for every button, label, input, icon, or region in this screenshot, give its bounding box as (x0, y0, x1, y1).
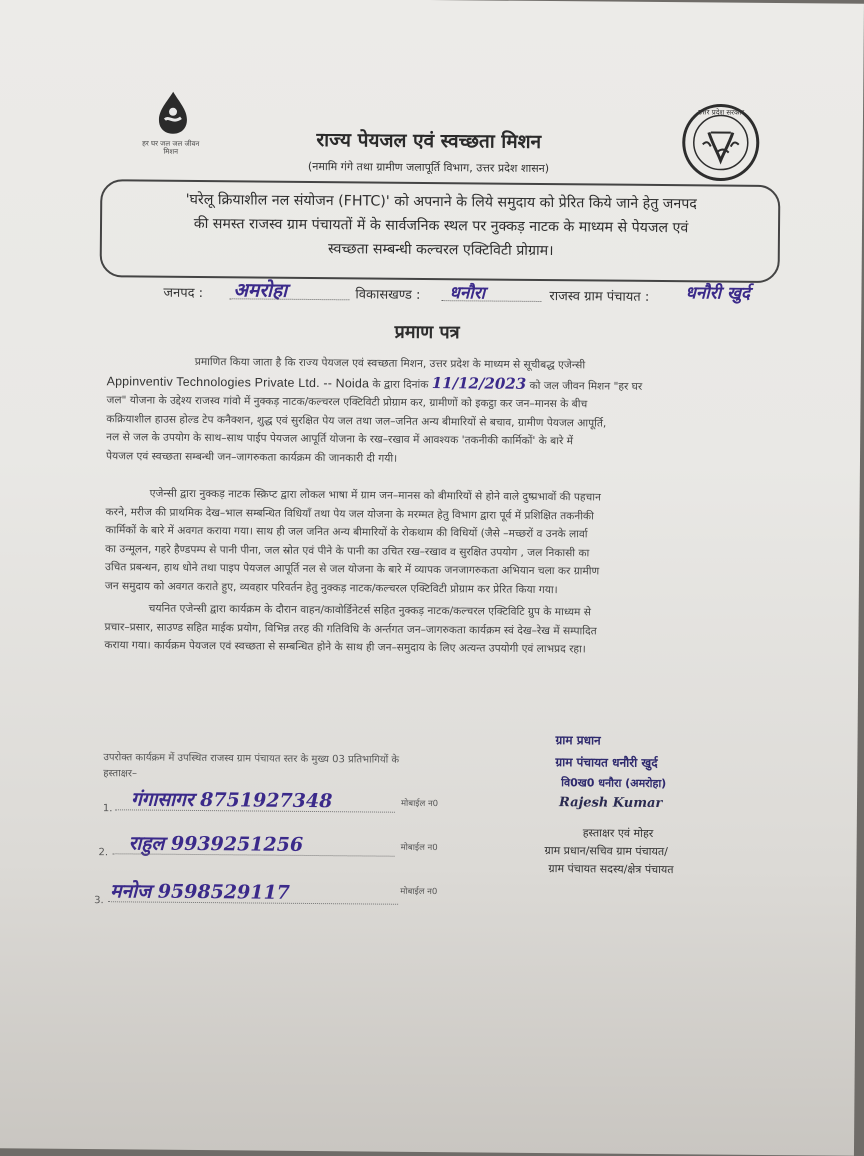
para1-line-5: नल से जल के उपयोग के साथ–साथ पाईप पेयजल आपूर्ति योजना के रख–रखाव में आवश्यक 'तकनीकी कार्मिकों' के बारे में (106, 431, 574, 448)
participants-intro-1: उपरोक्त कार्यक्रम में उपस्थित राजस्व ग्राम पंचायत स्तर के मुख्य 03 प्रतिभागियों के (103, 752, 400, 766)
program-description (126, 187, 757, 264)
district-label: जनपद : (163, 285, 204, 302)
participant-2-mobile-label: मोबाईल न0 (400, 842, 438, 854)
signatory-line-2: ग्राम प्रधान/सचिव ग्राम पंचायत/ (544, 844, 668, 859)
paragraph-3 (104, 599, 784, 661)
mission-subtitle: (नमामि गंगे तथा ग्रामीण जलापूर्ति विभाग, उत्तर प्रदेश शासन) (307, 159, 550, 176)
stamp-line-3: वि0ख0 धनौरा (अमरोहा) (561, 776, 667, 791)
para1-line-3: जल" योजना के उद्देश्य राजस्व गांवो में नुक्कड़ नाटक/कल्चरल एक्टिविटी प्रोग्राम कर, ग्रामीणों को इकट्ठा कर जन–मानस के बीच (106, 394, 588, 411)
program-date: 11/12/2023 (431, 373, 527, 393)
mission-title: राज्य पेयजल एवं स्वच्छता मिशन (316, 129, 542, 153)
left-logo-caption: हर घर जल जल जीवन मिशन (142, 139, 200, 156)
para1-line-4: कक्रियाशील हाउस होल्ड टेप कनैक्शन, शुद्ध एवं सुरक्षित पेय जल तथा जल–जनित अन्य बीमारियों से बचाव, ग्रामीण पेयजल आपूर्ति, (106, 412, 607, 430)
para2-line-3: कार्मिकों के बारे में अवगत कराया गया। साथ ही जल जनित अन्य बीमारियों के रोकथाम की विधियों (जैसे –मच्छरों व उनके लार्वा (105, 524, 588, 541)
paragraph-1 (106, 352, 787, 471)
para1-line-2-mid: के द्वारा दिनांक (372, 378, 429, 391)
para2-line-4: का उन्मूलन, गहरे हैण्डपम्प से पानी पीना, जल स्रोत एवं पीने के पानी का उचित रख–रखाव व सुरक्षित उपयोग , जल निकासी का (105, 542, 590, 560)
participant-1-entry: गंगासागर 8751927348 (130, 788, 333, 813)
para2-line-6: जन समुदाय को अवगत कराते हुए, व्यवहार परिवर्तन हेतु नुक्कड़ नाटक/कल्चरल एक्टिविटी प्रोग्राम कर प्रेरित किया गया। (104, 580, 558, 597)
paragraph-2 (105, 484, 786, 601)
para2-line-2: करने, मरीज की प्राथमिक देख–भाल सम्बन्धित विधियाँ तथा पेय जल योजना के मरम्मत हेतु विभाग द्वारा पूर्व में प्रशिक्षित तकनीकी (105, 505, 594, 523)
para1-line-2-end: को जल जीवन मिशन "हर घर (529, 379, 643, 393)
panchayat-value: धनौरी खुर्द (685, 283, 751, 304)
block-label: विकासखण्ड : (355, 287, 421, 303)
right-logo-caption: उत्तर प्रदेश सरकार (697, 108, 745, 117)
participant-2-entry: राहुल 9939251256 (128, 832, 304, 856)
signatory-line-1: हस्ताक्षर एवं मोहर (582, 826, 654, 840)
participants-intro-2: हस्ताक्षर– (103, 768, 138, 780)
program-line-3: स्वच्छता सम्बन्धी कल्चरल एक्टिविटी प्रोग्राम। (327, 241, 554, 260)
para2-line-5: उचित प्रबन्धन, हाथ धोने तथा पाइप पेयजल आपूर्ति नल से जल योजना के बारे में व्यापक जनजागरुकता अभियान चला कर ग्रामीण (104, 561, 600, 578)
para2-line-1: एजेन्सी द्वारा नुक्कड़ नाटक स्क्रिप्ट द्वारा लोकल भाषा में ग्राम जन–मानस को बीमारियों से होने वाले दुष्प्रभावों की पहचान (149, 487, 601, 504)
certificate-title: प्रमाण पत्र (394, 321, 460, 344)
participant-3-mobile-label: मोबाईल न0 (400, 886, 438, 898)
para1-line-1: प्रमाणित किया जाता है कि राज्य पेयजल एवं स्वच्छता मिशन, उत्तर प्रदेश के माध्यम से सूचीबद्ध एजेन्सी (194, 355, 586, 372)
participant-3-entry: मनोज 9598529117 (110, 880, 291, 904)
agency-name: Appinventiv Technologies Private Ltd. -- Noida (106, 373, 370, 391)
stamp-line-2: ग्राम पंचायत धनौरी खुर्द (555, 755, 658, 771)
signature: Rajesh Kumar (558, 795, 663, 812)
block-value: धनौरा (449, 283, 486, 304)
signatory-line-3: ग्राम पंचायत सदस्य/क्षेत्र पंचायत (548, 862, 674, 877)
para3-line-1: चयनित एजेन्सी द्वारा कार्यक्रम के दौरान वाहन/कावोर्डिनेटर्स सहित नुक्कड़ नाटक/कल्चरल एक्टिविटि ग्रुप के माध्यम से (148, 602, 591, 619)
program-line-1: 'घरेलू क्रियाशील नल संयोजन (FHTC)' को अपनाने के लिये समुदाय को प्रेरित किये जाने हेतु जनपद (185, 191, 697, 213)
participant-2-number: 2. (98, 847, 109, 859)
panchayat-label: राजस्व ग्राम पंचायत : (549, 289, 650, 305)
participant-1-number: 1. (102, 803, 113, 815)
program-line-2: की समस्त राजस्व ग्राम पंचायतों में के सार्वजनिक स्थल पर नुक्कड़ नाटक के माध्यम से पेयजल एवं (193, 215, 689, 237)
para3-line-3: कराया गया। कार्यक्रम पेयजल एवं स्वच्छता से सम्बन्धित होने के साथ ही जन–समुदाय के लिए अत्यन्त उपयोगी एवं लाभप्रद रहा। (104, 639, 586, 656)
participant-3-number: 3. (94, 895, 104, 907)
para1-line-6: पेयजल एवं स्वच्छता सम्बन्धी जन–जागरुकता कार्यक्रम की जानकारी दी गयी। (105, 450, 398, 465)
district-value: अमरोहा (233, 279, 288, 302)
stamp-line-1: ग्राम प्रधान (555, 733, 601, 748)
para3-line-2: प्रचार–प्रसार, साउण्ड सहित माईक प्रयोग, विभिन्न तरह की गतिविधि के अर्न्तगत जन–जागरुकता कार्यक्रम स्वं देख–रेख में सम्पादित (104, 620, 597, 638)
participant-1-mobile-label: मोबाईल न0 (400, 798, 439, 810)
